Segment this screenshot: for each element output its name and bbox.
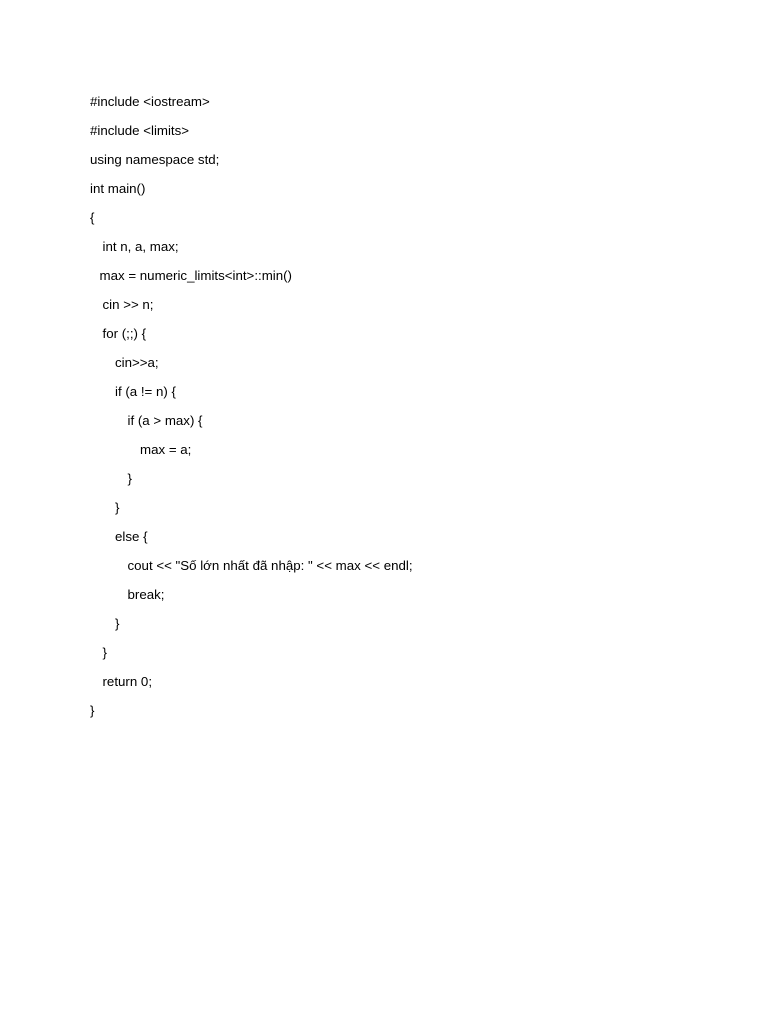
code-line-16: else {	[115, 529, 148, 544]
code-line-4: int main()	[90, 181, 146, 196]
code-line-5: {	[90, 210, 95, 225]
code-line-1: #include <iostream>	[90, 94, 210, 109]
code-line-8: cin >> n;	[102, 297, 154, 312]
code-line-3: using namespace std;	[90, 152, 220, 167]
code-line-19: }	[115, 616, 120, 631]
code-line-21: return 0;	[102, 674, 153, 689]
code-line-2: #include <limits>	[90, 123, 190, 138]
code-line-11: if (a != n) {	[115, 384, 176, 399]
code-line-6: int n, a, max;	[102, 239, 179, 254]
code-line-10: cin>>a;	[115, 355, 159, 370]
code-line-7: max = numeric_limits<int>::min()	[99, 268, 292, 283]
code-line-15: }	[115, 500, 120, 515]
code-line-18: break;	[127, 587, 165, 602]
code-line-14: }	[127, 471, 132, 486]
code-line-12: if (a > max) {	[127, 413, 203, 428]
code-line-17: cout << "Số lớn nhất đã nhập: " << max << endl;	[127, 558, 413, 573]
code-line-9: for (;;) {	[102, 326, 147, 341]
code-line-13: max = a;	[140, 442, 192, 457]
code-listing	[90, 92, 710, 730]
code-line-22: }	[90, 703, 95, 718]
code-line-20: }	[102, 645, 107, 660]
